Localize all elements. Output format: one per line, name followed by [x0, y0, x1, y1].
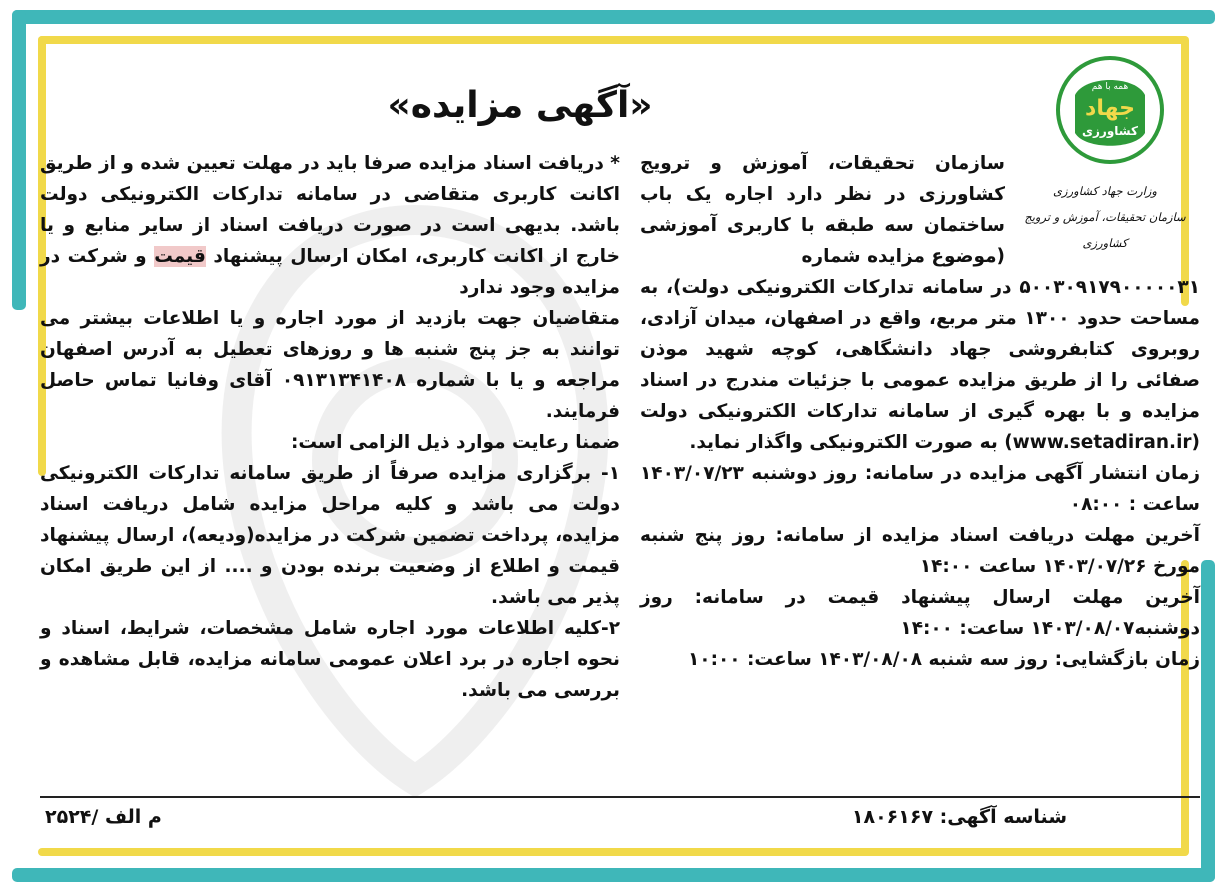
- visit-paragraph: متقاضیان جهت بازدید از مورد اجاره و یا اطلاعات بیشتر می توانند به جز پنج شنبه ها و روزهای تعطیل به آدرس اصفهان مراجعه و یا با شماره ۰۹۱۳۱۳۴۱۴۰۸ آقای وفانیا تماس حاصل فرمایند.: [40, 308, 620, 422]
- footer-divider: [40, 796, 1200, 798]
- publication-date: زمان انتشار آگهی مزایده در سامانه: روز دوشنبه ۱۴۰۳/۰۷/۲۳ ساعت : ۰۸:۰۰: [640, 463, 1200, 515]
- logo-main-text: جهاد: [1085, 96, 1135, 121]
- logo-sub-text: کشاورزی: [1082, 124, 1138, 138]
- right-column-intro: [640, 148, 1005, 272]
- yellow-bar-bottom: [38, 848, 1188, 856]
- bid-deadline: آخرین مهلت ارسال پیشنهاد قیمت در سامانه: روز دوشنبه۱۴۰۳/۰۸/۰۷ ساعت: ۱۴:۰۰: [640, 587, 1200, 639]
- teal-bar-left: [12, 10, 26, 310]
- opening-time: زمان بازگشایی: روز سه شنبه ۱۴۰۳/۰۸/۰۸ ساعت: ۱۰:۰۰: [688, 649, 1200, 670]
- yellow-bar-top: [38, 36, 1188, 44]
- intro-text: سازمان تحقیقات، آموزش و ترویج کشاورزی در نظر دارد اجاره یک باب ساختمان سه طبقه با کاربری آموزشی (موضوع مزایده شماره: [640, 153, 1005, 267]
- yellow-bar-right: [1181, 36, 1189, 306]
- ad-code: م الف /۲۵۲۴: [45, 806, 162, 828]
- ministry-line2: سازمان تحقیقات، آموزش و ترویج کشاورزی: [1024, 210, 1186, 250]
- documents-deadline: آخرین مهلت دریافت اسناد مزایده از سامانه: روز پنج شنبه مورخ ۱۴۰۳/۰۷/۲۶ ساعت ۱۴:۰۰: [640, 525, 1200, 577]
- requirement-2: ۲-کلیه اطلاعات مورد اجاره شامل مشخصات، شرایط، اسناد و نحوه اجاره در برد اعلان عمومی سامانه مزایده، قابل مشاهده و بررسی می باشد.: [40, 618, 620, 701]
- ministry-line1: وزارت جهاد کشاورزی: [1053, 184, 1157, 198]
- notice-text-b: و شرکت در مزایده وجود ندارد: [40, 246, 620, 298]
- left-column: [40, 148, 620, 706]
- page-title: «آگهی مزایده»: [387, 85, 653, 126]
- logo-top-text: همه با هم: [1091, 82, 1129, 92]
- notice-paragraph: [40, 148, 620, 303]
- highlighted-word: قیمت: [154, 246, 206, 267]
- notice-text-a: * دریافت اسناد مزایده صرفا باید در مهلت تعیین شده و از طریق اکانت کاربری متقاضی در سامانه تدارکات الکترونیکی دولت باشد. بدیهی است در صورت دریافت اسناد از سایر منابع و یا خارج از اکانت کاربری، امکان ارسال پیشنهاد: [40, 153, 620, 267]
- teal-bar-bottom: [12, 868, 1215, 882]
- ministry-signature: [1010, 178, 1200, 256]
- ad-id: شناسه آگهی: ۱۸۰۶۱۶۷: [851, 806, 1067, 828]
- body-text: ۵۰۰۳۰۹۱۷۹۰۰۰۰۰۳۱ در سامانه تدارکات الکترونیکی دولت)، به مساحت حدود ۱۳۰۰ متر مربع، واقع در اصفهان، میدان آزادی، روبروی کتابفروشی جهاد دانشگاهی، کوچه شهید موذن صفائی را از طریق مزایده عمومی با جزئیات مندرج در اسناد مزایده و با بهره گیری از سامانه تدارکات الکترونیکی دولت (www.setadiran.ir) به صورت الکترونیکی واگذار نماید.: [640, 277, 1200, 453]
- teal-bar-top: [12, 10, 1215, 24]
- teal-bar-right: [1201, 560, 1215, 882]
- requirement-1: ۱- برگزاری مزایده صرفاً از طریق سامانه تدارکات الکترونیکی دولت می باشد و کلیه مراحل مزایده شامل دریافت اسناد مزایده، پرداخت تضمین شرکت در مزایده(ودیعه)، ارسال پیشنهاد قیمت و اطلاع از وضعیت برنده بودن و .... از این طریق امکان پذیر می باشد.: [40, 463, 620, 608]
- jahad-logo: [1055, 55, 1165, 165]
- right-column-body: [640, 272, 1200, 675]
- requirements-heading: ضمنا رعایت موارد ذیل الزامی است:: [290, 432, 620, 453]
